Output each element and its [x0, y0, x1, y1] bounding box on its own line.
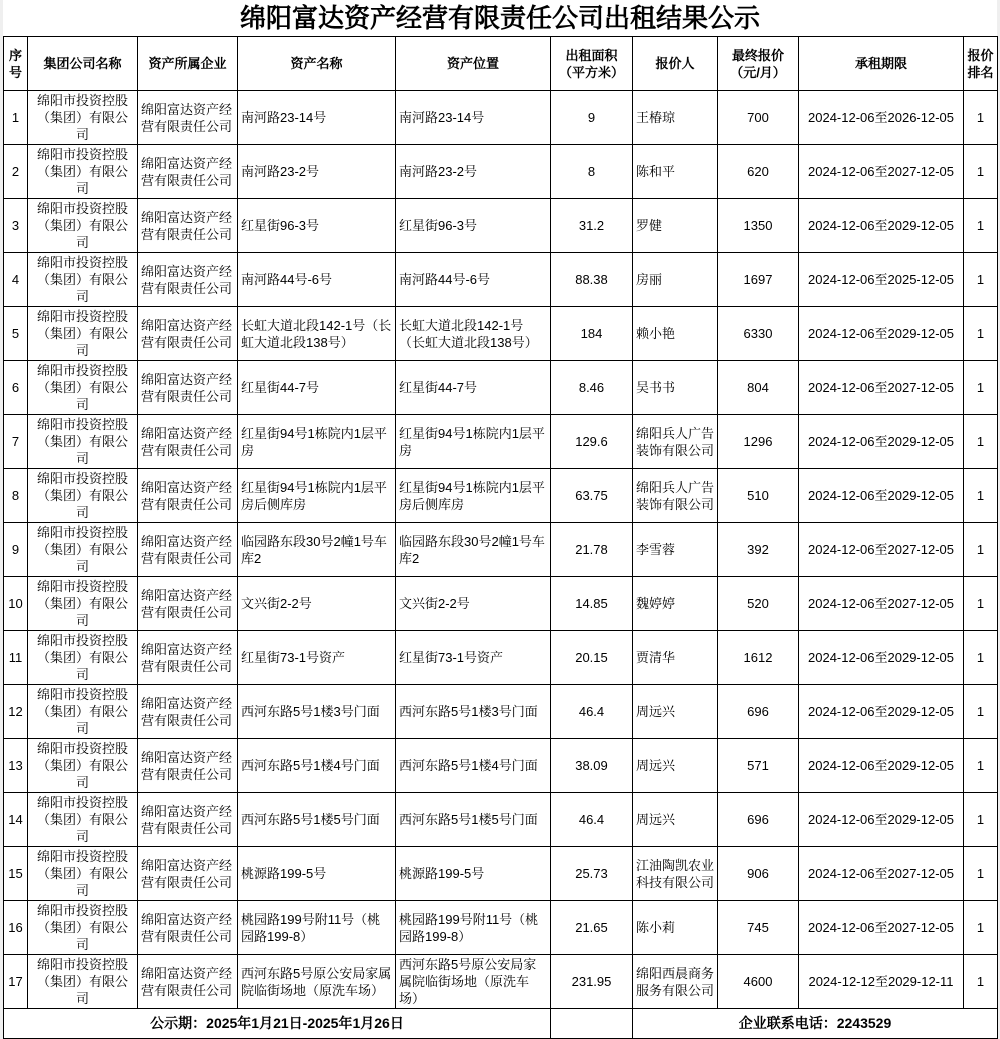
cell-final-price: 4600	[718, 955, 799, 1009]
cell-group-company: 绵阳市投资控股（集团）有限公司	[28, 631, 138, 685]
cell-asset-name: 桃源路199-5号	[238, 847, 396, 901]
table-body	[4, 91, 998, 1009]
cell-asset-location: 南河路23-14号	[396, 91, 551, 145]
cell-serial: 3	[4, 199, 28, 253]
cell-asset-location: 西河东路5号1楼3号门面	[396, 685, 551, 739]
publicity-period: 公示期：2025年1月21日-2025年1月26日	[4, 1009, 551, 1039]
cell-final-price: 906	[718, 847, 799, 901]
cell-price-rank: 1	[964, 577, 998, 631]
cell-rental-area: 63.75	[551, 469, 633, 523]
cell-price-rank: 1	[964, 631, 998, 685]
cell-lease-term: 2024-12-06至2029-12-05	[799, 307, 964, 361]
cell-final-price: 1350	[718, 199, 799, 253]
cell-bidder: 江油陶凯农业科技有限公司	[633, 847, 718, 901]
cell-price-rank: 1	[964, 955, 998, 1009]
cell-bidder: 绵阳兵人广告装饰有限公司	[633, 469, 718, 523]
cell-asset-enterprise: 绵阳富达资产经营有限责任公司	[138, 901, 238, 955]
cell-asset-name: 桃园路199号附11号（桃园路199-8）	[238, 901, 396, 955]
cell-serial: 13	[4, 739, 28, 793]
cell-asset-enterprise: 绵阳富达资产经营有限责任公司	[138, 523, 238, 577]
cell-serial: 12	[4, 685, 28, 739]
cell-asset-name: 红星街73-1号资产	[238, 631, 396, 685]
cell-asset-enterprise: 绵阳富达资产经营有限责任公司	[138, 739, 238, 793]
cell-lease-term: 2024-12-06至2027-12-05	[799, 523, 964, 577]
col-header-bidder: 报价人	[633, 37, 718, 91]
cell-lease-term: 2024-12-06至2029-12-05	[799, 631, 964, 685]
cell-asset-location: 红星街94号1栋院内1层平房	[396, 415, 551, 469]
cell-price-rank: 1	[964, 307, 998, 361]
cell-lease-term: 2024-12-06至2027-12-05	[799, 847, 964, 901]
table-row	[4, 415, 998, 469]
cell-asset-name: 南河路23-14号	[238, 91, 396, 145]
cell-serial: 17	[4, 955, 28, 1009]
cell-lease-term: 2024-12-06至2029-12-05	[799, 685, 964, 739]
cell-asset-name: 南河路23-2号	[238, 145, 396, 199]
cell-bidder: 吴书书	[633, 361, 718, 415]
cell-rental-area: 21.65	[551, 901, 633, 955]
cell-final-price: 696	[718, 793, 799, 847]
cell-final-price: 700	[718, 91, 799, 145]
cell-asset-location: 西河东路5号1楼4号门面	[396, 739, 551, 793]
cell-group-company: 绵阳市投资控股（集团）有限公司	[28, 469, 138, 523]
cell-asset-enterprise: 绵阳富达资产经营有限责任公司	[138, 955, 238, 1009]
cell-rental-area: 231.95	[551, 955, 633, 1009]
page-title: 绵阳富达资产经营有限责任公司出租结果公示	[3, 0, 997, 36]
cell-asset-name: 南河路44号-6号	[238, 253, 396, 307]
cell-serial: 14	[4, 793, 28, 847]
cell-final-price: 620	[718, 145, 799, 199]
cell-serial: 16	[4, 901, 28, 955]
col-header-lease-term: 承租期限	[799, 37, 964, 91]
col-header-asset-location: 资产位置	[396, 37, 551, 91]
cell-asset-location: 南河路44号-6号	[396, 253, 551, 307]
cell-group-company: 绵阳市投资控股（集团）有限公司	[28, 307, 138, 361]
cell-serial: 6	[4, 361, 28, 415]
cell-lease-term: 2024-12-06至2029-12-05	[799, 415, 964, 469]
cell-group-company: 绵阳市投资控股（集团）有限公司	[28, 577, 138, 631]
cell-bidder: 周远兴	[633, 685, 718, 739]
table-row	[4, 847, 998, 901]
table-row	[4, 199, 998, 253]
cell-asset-enterprise: 绵阳富达资产经营有限责任公司	[138, 361, 238, 415]
cell-price-rank: 1	[964, 145, 998, 199]
cell-group-company: 绵阳市投资控股（集团）有限公司	[28, 145, 138, 199]
table-row	[4, 685, 998, 739]
cell-asset-location: 临园路东段30号2幢1号车库2	[396, 523, 551, 577]
cell-bidder: 陈和平	[633, 145, 718, 199]
cell-asset-location: 南河路23-2号	[396, 145, 551, 199]
table-row	[4, 307, 998, 361]
cell-final-price: 510	[718, 469, 799, 523]
cell-asset-enterprise: 绵阳富达资产经营有限责任公司	[138, 415, 238, 469]
cell-asset-name: 红星街96-3号	[238, 199, 396, 253]
cell-group-company: 绵阳市投资控股（集团）有限公司	[28, 91, 138, 145]
cell-rental-area: 14.85	[551, 577, 633, 631]
table-row	[4, 793, 998, 847]
table-row	[4, 955, 998, 1009]
table-row	[4, 523, 998, 577]
cell-serial: 7	[4, 415, 28, 469]
cell-group-company: 绵阳市投资控股（集团）有限公司	[28, 199, 138, 253]
cell-asset-location: 文兴街2-2号	[396, 577, 551, 631]
cell-final-price: 571	[718, 739, 799, 793]
cell-asset-name: 长虹大道北段142-1号（长虹大道北段138号）	[238, 307, 396, 361]
cell-group-company: 绵阳市投资控股（集团）有限公司	[28, 415, 138, 469]
cell-group-company: 绵阳市投资控股（集团）有限公司	[28, 955, 138, 1009]
cell-price-rank: 1	[964, 739, 998, 793]
cell-bidder: 绵阳兵人广告装饰有限公司	[633, 415, 718, 469]
cell-bidder: 罗健	[633, 199, 718, 253]
cell-rental-area: 129.6	[551, 415, 633, 469]
table-row	[4, 901, 998, 955]
cell-rental-area: 88.38	[551, 253, 633, 307]
cell-final-price: 1296	[718, 415, 799, 469]
cell-asset-enterprise: 绵阳富达资产经营有限责任公司	[138, 199, 238, 253]
cell-asset-location: 红星街96-3号	[396, 199, 551, 253]
cell-price-rank: 1	[964, 91, 998, 145]
cell-price-rank: 1	[964, 415, 998, 469]
cell-serial: 11	[4, 631, 28, 685]
cell-asset-location: 长虹大道北段142-1号（长虹大道北段138号）	[396, 307, 551, 361]
cell-serial: 8	[4, 469, 28, 523]
cell-bidder: 贾清华	[633, 631, 718, 685]
cell-bidder: 魏婷婷	[633, 577, 718, 631]
cell-asset-enterprise: 绵阳富达资产经营有限责任公司	[138, 577, 238, 631]
cell-serial: 4	[4, 253, 28, 307]
table-row	[4, 739, 998, 793]
cell-asset-enterprise: 绵阳富达资产经营有限责任公司	[138, 307, 238, 361]
cell-rental-area: 9	[551, 91, 633, 145]
cell-lease-term: 2024-12-06至2029-12-05	[799, 199, 964, 253]
cell-lease-term: 2024-12-06至2027-12-05	[799, 577, 964, 631]
cell-rental-area: 46.4	[551, 793, 633, 847]
cell-rental-area: 38.09	[551, 739, 633, 793]
cell-price-rank: 1	[964, 523, 998, 577]
cell-price-rank: 1	[964, 253, 998, 307]
cell-asset-location: 桃园路199号附11号（桃园路199-8）	[396, 901, 551, 955]
cell-asset-enterprise: 绵阳富达资产经营有限责任公司	[138, 91, 238, 145]
cell-asset-name: 红星街94号1栋院内1层平房后侧库房	[238, 469, 396, 523]
cell-bidder: 陈小莉	[633, 901, 718, 955]
cell-serial: 9	[4, 523, 28, 577]
cell-lease-term: 2024-12-06至2027-12-05	[799, 901, 964, 955]
cell-bidder: 周远兴	[633, 739, 718, 793]
cell-price-rank: 1	[964, 469, 998, 523]
announcement-sheet	[3, 0, 997, 1039]
cell-final-price: 392	[718, 523, 799, 577]
contact-phone: 企业联系电话：2243529	[633, 1009, 998, 1039]
cell-final-price: 1612	[718, 631, 799, 685]
cell-group-company: 绵阳市投资控股（集团）有限公司	[28, 739, 138, 793]
cell-bidder: 房丽	[633, 253, 718, 307]
cell-final-price: 6330	[718, 307, 799, 361]
cell-final-price: 1697	[718, 253, 799, 307]
cell-group-company: 绵阳市投资控股（集团）有限公司	[28, 361, 138, 415]
cell-bidder: 王椿琼	[633, 91, 718, 145]
cell-bidder: 绵阳西晨商务服务有限公司	[633, 955, 718, 1009]
col-header-serial: 序号	[4, 37, 28, 91]
cell-final-price: 804	[718, 361, 799, 415]
col-header-group-company: 集团公司名称	[28, 37, 138, 91]
cell-price-rank: 1	[964, 199, 998, 253]
cell-rental-area: 184	[551, 307, 633, 361]
cell-asset-location: 红星街94号1栋院内1层平房后侧库房	[396, 469, 551, 523]
cell-group-company: 绵阳市投资控股（集团）有限公司	[28, 793, 138, 847]
footer-row	[4, 1009, 998, 1039]
cell-serial: 5	[4, 307, 28, 361]
cell-group-company: 绵阳市投资控股（集团）有限公司	[28, 523, 138, 577]
table-row	[4, 91, 998, 145]
cell-asset-name: 西河东路5号原公安局家属院临街场地（原洗车场）	[238, 955, 396, 1009]
cell-lease-term: 2024-12-12至2029-12-11	[799, 955, 964, 1009]
cell-final-price: 520	[718, 577, 799, 631]
cell-price-rank: 1	[964, 685, 998, 739]
col-header-asset-enterprise: 资产所属企业	[138, 37, 238, 91]
cell-asset-name: 文兴街2-2号	[238, 577, 396, 631]
cell-final-price: 696	[718, 685, 799, 739]
cell-group-company: 绵阳市投资控股（集团）有限公司	[28, 253, 138, 307]
col-header-asset-name: 资产名称	[238, 37, 396, 91]
cell-bidder: 李雪蓉	[633, 523, 718, 577]
col-header-rental-area: 出租面积（平方米）	[551, 37, 633, 91]
cell-asset-location: 桃源路199-5号	[396, 847, 551, 901]
cell-asset-enterprise: 绵阳富达资产经营有限责任公司	[138, 469, 238, 523]
cell-rental-area: 25.73	[551, 847, 633, 901]
col-header-final-price: 最终报价（元/月）	[718, 37, 799, 91]
cell-price-rank: 1	[964, 901, 998, 955]
cell-final-price: 745	[718, 901, 799, 955]
rental-results-table	[3, 36, 998, 1039]
cell-bidder: 赖小艳	[633, 307, 718, 361]
cell-asset-enterprise: 绵阳富达资产经营有限责任公司	[138, 685, 238, 739]
cell-lease-term: 2024-12-06至2025-12-05	[799, 253, 964, 307]
cell-rental-area: 31.2	[551, 199, 633, 253]
cell-asset-name: 临园路东段30号2幢1号车库2	[238, 523, 396, 577]
cell-asset-location: 红星街44-7号	[396, 361, 551, 415]
cell-rental-area: 8.46	[551, 361, 633, 415]
cell-rental-area: 46.4	[551, 685, 633, 739]
cell-group-company: 绵阳市投资控股（集团）有限公司	[28, 685, 138, 739]
cell-lease-term: 2024-12-06至2029-12-05	[799, 739, 964, 793]
cell-lease-term: 2024-12-06至2029-12-05	[799, 793, 964, 847]
table-row	[4, 253, 998, 307]
cell-asset-name: 红星街44-7号	[238, 361, 396, 415]
cell-lease-term: 2024-12-06至2027-12-05	[799, 145, 964, 199]
table-row	[4, 577, 998, 631]
cell-serial: 10	[4, 577, 28, 631]
cell-asset-enterprise: 绵阳富达资产经营有限责任公司	[138, 847, 238, 901]
cell-asset-location: 西河东路5号1楼5号门面	[396, 793, 551, 847]
cell-serial: 1	[4, 91, 28, 145]
cell-group-company: 绵阳市投资控股（集团）有限公司	[28, 901, 138, 955]
cell-price-rank: 1	[964, 361, 998, 415]
header-row	[4, 37, 998, 91]
cell-price-rank: 1	[964, 847, 998, 901]
cell-asset-enterprise: 绵阳富达资产经营有限责任公司	[138, 793, 238, 847]
cell-group-company: 绵阳市投资控股（集团）有限公司	[28, 847, 138, 901]
cell-rental-area: 21.78	[551, 523, 633, 577]
cell-asset-location: 西河东路5号原公安局家属院临街场地（原洗车场）	[396, 955, 551, 1009]
cell-asset-enterprise: 绵阳富达资产经营有限责任公司	[138, 253, 238, 307]
cell-asset-name: 西河东路5号1楼5号门面	[238, 793, 396, 847]
table-row	[4, 145, 998, 199]
cell-rental-area: 20.15	[551, 631, 633, 685]
cell-bidder: 周远兴	[633, 793, 718, 847]
cell-serial: 15	[4, 847, 28, 901]
footer-empty-cell	[551, 1009, 633, 1039]
cell-lease-term: 2024-12-06至2026-12-05	[799, 91, 964, 145]
table-row	[4, 631, 998, 685]
table-row	[4, 361, 998, 415]
cell-lease-term: 2024-12-06至2029-12-05	[799, 469, 964, 523]
cell-lease-term: 2024-12-06至2027-12-05	[799, 361, 964, 415]
cell-serial: 2	[4, 145, 28, 199]
cell-asset-location: 红星街73-1号资产	[396, 631, 551, 685]
cell-price-rank: 1	[964, 793, 998, 847]
cell-asset-name: 红星街94号1栋院内1层平房	[238, 415, 396, 469]
table-row	[4, 469, 998, 523]
cell-asset-name: 西河东路5号1楼4号门面	[238, 739, 396, 793]
col-header-price-rank: 报价排名	[964, 37, 998, 91]
cell-asset-name: 西河东路5号1楼3号门面	[238, 685, 396, 739]
cell-rental-area: 8	[551, 145, 633, 199]
cell-asset-enterprise: 绵阳富达资产经营有限责任公司	[138, 631, 238, 685]
cell-asset-enterprise: 绵阳富达资产经营有限责任公司	[138, 145, 238, 199]
